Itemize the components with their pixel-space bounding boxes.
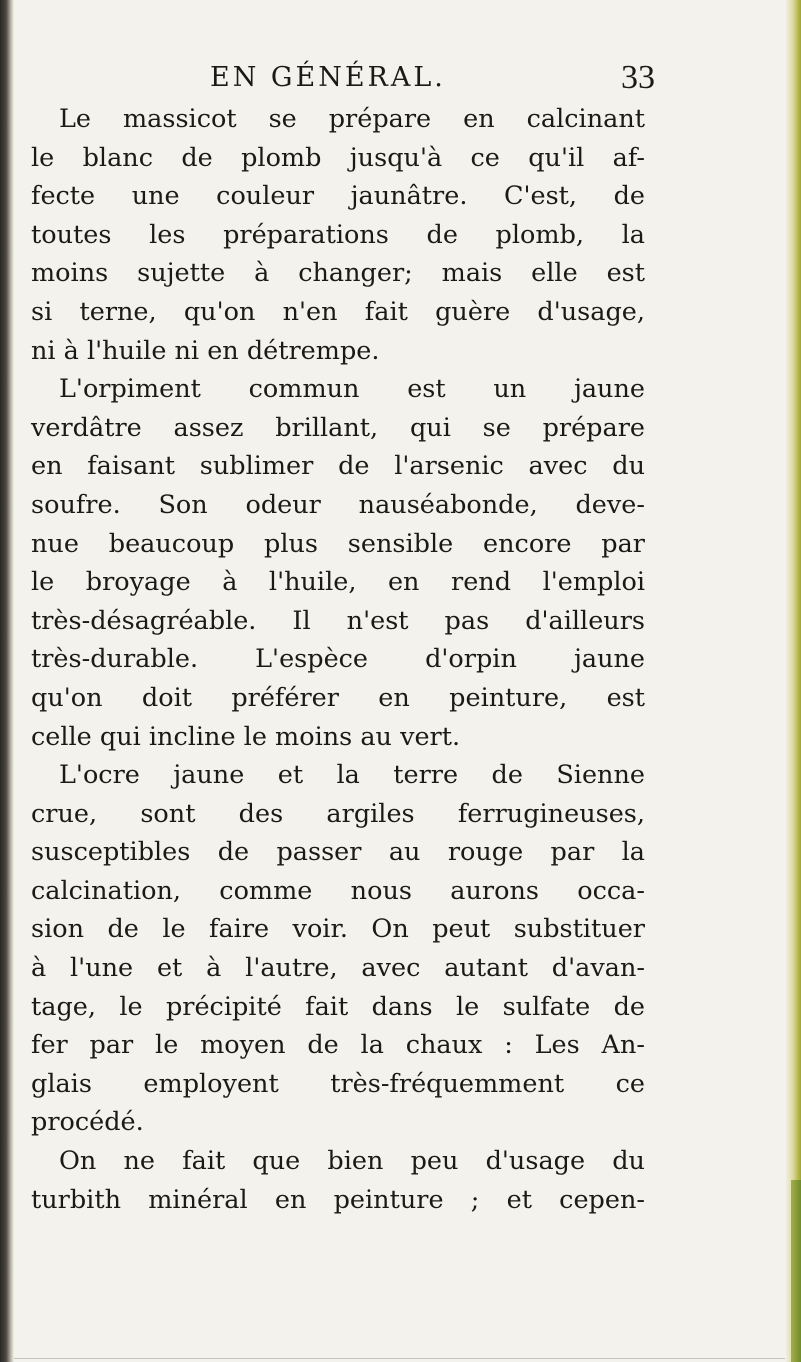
page-bottom-edge (14, 1358, 785, 1359)
text-line: nue beaucoup plus sensible encore par (31, 528, 645, 559)
text-line: calcination, comme nous aurons occa- (31, 875, 645, 906)
text-line: toutes les préparations de plomb, la (31, 219, 645, 250)
text-line: L'orpiment commun est un jaune (59, 374, 645, 405)
text-line: qu'on doit préférer en peinture, est (31, 682, 645, 713)
text-line: ni à l'huile ni en détrempe. (31, 335, 380, 366)
page-header (210, 58, 655, 98)
text-line: fecte une couleur jaunâtre. C'est, de (31, 181, 645, 212)
text-line: glais employent très-fréquemment ce (31, 1068, 645, 1099)
page-right-edge (785, 0, 801, 1362)
text-line: procédé. (31, 1107, 144, 1138)
text-line: crue, sont des argiles ferrugineuses, (31, 798, 645, 829)
text-line: celle qui incline le moins au vert. (31, 721, 461, 752)
text-line: verdâtre assez brillant, qui se prépare (31, 412, 645, 443)
page-right-edge-band (791, 1180, 801, 1362)
text-line: soufre. Son odeur nauséabonde, deve- (31, 489, 645, 520)
text-line: à l'une et à l'autre, avec autant d'avan- (31, 953, 645, 984)
text-line: très-désagréable. Il n'est pas d'ailleurs (31, 605, 645, 636)
text-line: tage, le précipité fait dans le sulfate de (31, 991, 645, 1022)
text-line: moins sujette à changer; mais elle est (31, 258, 645, 289)
page-number: 33 (621, 59, 655, 96)
text-line: le broyage à l'huile, en rend l'emploi (31, 567, 645, 598)
text-line: fer par le moyen de la chaux : Les An- (31, 1030, 645, 1061)
text-line: Le massicot se prépare en calcinant (59, 104, 645, 134)
text-line: turbith minéral en peinture ; et cepen- (31, 1184, 645, 1215)
text-line: très-durable. L'espèce d'orpin jaune (31, 644, 645, 675)
text-line: en faisant sublimer de l'arsenic avec du (31, 451, 645, 482)
text-line: On ne fait que bien peu d'usage du (59, 1146, 645, 1177)
text-line: susceptibles de passer au rouge par la (31, 837, 645, 868)
page-gutter-shadow (0, 0, 14, 1362)
body-text (31, 100, 645, 1219)
running-head: EN GÉNÉRAL. (210, 62, 446, 93)
text-line: sion de le faire voir. On peut substituer (31, 914, 645, 945)
text-line: le blanc de plomb jusqu'à ce qu'il af- (31, 142, 645, 173)
text-line: L'ocre jaune et la terre de Sienne (59, 760, 645, 791)
text-line: si terne, qu'on n'en fait guère d'usage, (31, 296, 645, 327)
